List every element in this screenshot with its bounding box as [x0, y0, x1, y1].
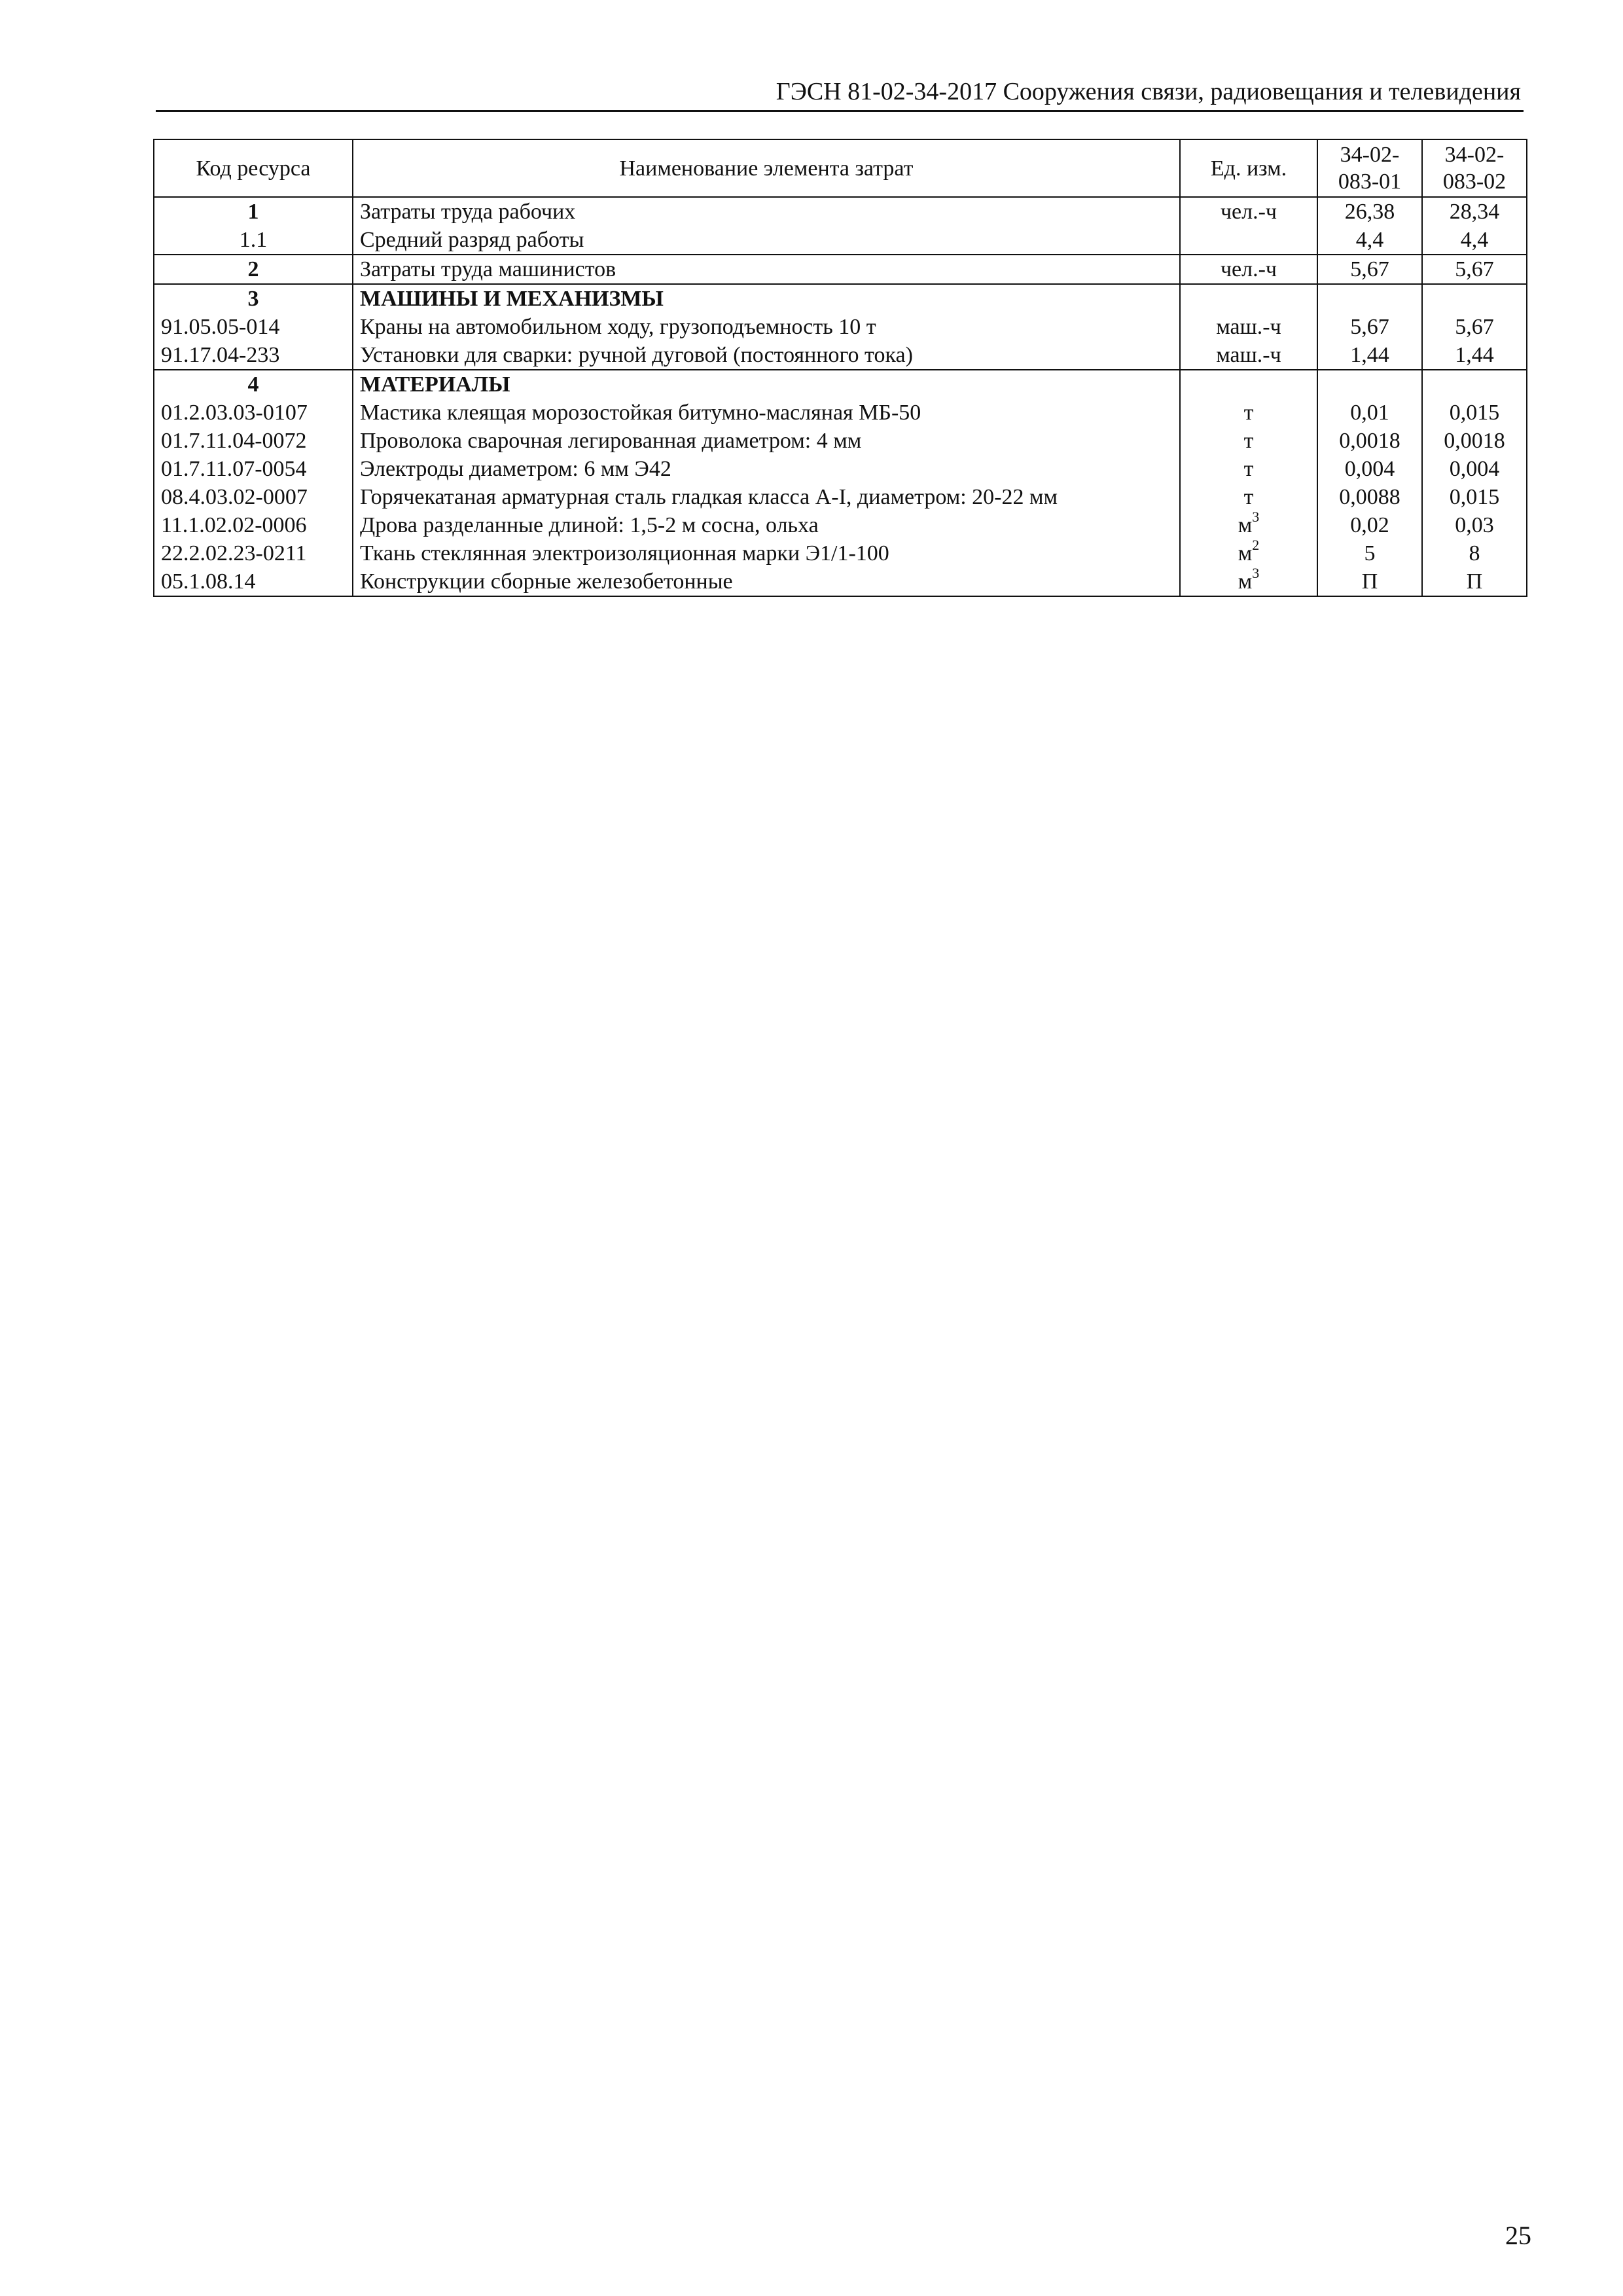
resource-name: Краны на автомобильном ходу, грузоподъемность 10 т — [353, 313, 1180, 341]
resource-value-02: 4,4 — [1422, 226, 1527, 255]
column-header-code: Код ресурса — [154, 139, 353, 197]
running-header — [156, 73, 1524, 112]
resource-unit: маш.-ч — [1180, 341, 1317, 370]
resource-name: Мастика клеящая морозостойкая битумно-масляная МБ-50 — [353, 399, 1180, 427]
resource-value-02: П — [1422, 567, 1527, 596]
table-row — [154, 483, 1527, 511]
unit-exponent: 2 — [1252, 539, 1260, 553]
resource-code: 11.1.02.02-0006 — [154, 511, 353, 539]
table-row — [154, 455, 1527, 483]
resource-value-02: 5,67 — [1422, 255, 1527, 284]
resource-value-01: 0,02 — [1317, 511, 1422, 539]
resource-name: Конструкции сборные железобетонные — [353, 567, 1180, 596]
resource-value-01 — [1317, 370, 1422, 399]
table-header-row — [154, 139, 1527, 197]
table-row — [154, 197, 1527, 226]
resource-value-01: 1,44 — [1317, 341, 1422, 370]
resource-value-01: 0,01 — [1317, 399, 1422, 427]
table-row — [154, 399, 1527, 427]
resource-unit: маш.-ч — [1180, 313, 1317, 341]
resource-value-01: 26,38 — [1317, 197, 1422, 226]
resource-value-01: 4,4 — [1317, 226, 1422, 255]
table-row — [154, 313, 1527, 341]
table-row — [154, 284, 1527, 313]
resource-value-02: 5,67 — [1422, 313, 1527, 341]
resource-table — [153, 139, 1527, 597]
resource-code: 91.17.04-233 — [154, 341, 353, 370]
table-row — [154, 427, 1527, 455]
page-number: 25 — [1505, 2221, 1531, 2250]
unit-base: м — [1238, 513, 1253, 537]
table-row — [154, 511, 1527, 539]
resource-name: Затраты труда рабочих — [353, 197, 1180, 226]
resource-name: Установки для сварки: ручной дуговой (постоянного тока) — [353, 341, 1180, 370]
resource-unit — [1180, 284, 1317, 313]
column-header-unit: Ед. изм. — [1180, 139, 1317, 197]
column-header-name: Наименование элемента затрат — [353, 139, 1180, 197]
unit-base: м — [1238, 541, 1253, 565]
table-row — [154, 226, 1527, 255]
resource-value-02 — [1422, 284, 1527, 313]
table-row — [154, 567, 1527, 596]
column-header-norm-02: 34-02- 083-02 — [1422, 139, 1527, 197]
table-row — [154, 341, 1527, 370]
resource-unit: чел.-ч — [1180, 197, 1317, 226]
resource-value-01: 5,67 — [1317, 255, 1422, 284]
resource-name: Горячекатаная арматурная сталь гладкая класса А-I, диаметром: 20-22 мм — [353, 483, 1180, 511]
column-header-norm-01: 34-02- 083-01 — [1317, 139, 1422, 197]
resource-name: Затраты труда машинистов — [353, 255, 1180, 284]
resource-unit — [1180, 539, 1317, 567]
resource-value-01: 0,004 — [1317, 455, 1422, 483]
resource-value-02: 0,0018 — [1422, 427, 1527, 455]
resource-name: Ткань стеклянная электроизоляционная марки Э1/1-100 — [353, 539, 1180, 567]
table-row — [154, 370, 1527, 399]
resource-value-01: 5,67 — [1317, 313, 1422, 341]
resource-code: 1 — [154, 197, 353, 226]
section-heading: МАШИНЫ И МЕХАНИЗМЫ — [353, 284, 1180, 313]
resource-code: 2 — [154, 255, 353, 284]
unit-exponent: 3 — [1252, 511, 1260, 525]
resource-code: 01.7.11.04-0072 — [154, 427, 353, 455]
resource-code: 08.4.03.02-0007 — [154, 483, 353, 511]
resource-unit: т — [1180, 483, 1317, 511]
resource-unit — [1180, 370, 1317, 399]
resource-value-02: 0,015 — [1422, 483, 1527, 511]
resource-name: Проволока сварочная легированная диаметром: 4 мм — [353, 427, 1180, 455]
resource-code: 1.1 — [154, 226, 353, 255]
resource-value-02: 0,015 — [1422, 399, 1527, 427]
resource-code: 4 — [154, 370, 353, 399]
resource-name: Дрова разделанные длиной: 1,5-2 м сосна, ольха — [353, 511, 1180, 539]
resource-value-02 — [1422, 370, 1527, 399]
resource-value-02: 1,44 — [1422, 341, 1527, 370]
unit-base: м — [1238, 569, 1253, 594]
resource-code: 05.1.08.14 — [154, 567, 353, 596]
unit-exponent: 3 — [1252, 567, 1260, 581]
document-title: ГЭСН 81-02-34-2017 Сооружения связи, радиовещания и телевидения — [776, 78, 1521, 105]
table-row — [154, 255, 1527, 284]
section-heading: МАТЕРИАЛЫ — [353, 370, 1180, 399]
resource-code: 22.2.02.23-0211 — [154, 539, 353, 567]
resource-name: Средний разряд работы — [353, 226, 1180, 255]
resource-unit: чел.-ч — [1180, 255, 1317, 284]
resource-unit — [1180, 511, 1317, 539]
resource-unit: т — [1180, 455, 1317, 483]
resource-name: Электроды диаметром: 6 мм Э42 — [353, 455, 1180, 483]
resource-code: 91.05.05-014 — [154, 313, 353, 341]
resource-value-01 — [1317, 284, 1422, 313]
resource-value-02: 8 — [1422, 539, 1527, 567]
resource-code: 3 — [154, 284, 353, 313]
table-row — [154, 539, 1527, 567]
resource-unit: т — [1180, 399, 1317, 427]
resource-value-01: 0,0088 — [1317, 483, 1422, 511]
resource-value-01: П — [1317, 567, 1422, 596]
resource-code: 01.7.11.07-0054 — [154, 455, 353, 483]
resource-unit: т — [1180, 427, 1317, 455]
resource-value-02: 0,03 — [1422, 511, 1527, 539]
resource-value-01: 5 — [1317, 539, 1422, 567]
resource-value-02: 0,004 — [1422, 455, 1527, 483]
resource-value-02: 28,34 — [1422, 197, 1527, 226]
resource-value-01: 0,0018 — [1317, 427, 1422, 455]
resource-unit — [1180, 567, 1317, 596]
resource-unit — [1180, 226, 1317, 255]
resource-code: 01.2.03.03-0107 — [154, 399, 353, 427]
